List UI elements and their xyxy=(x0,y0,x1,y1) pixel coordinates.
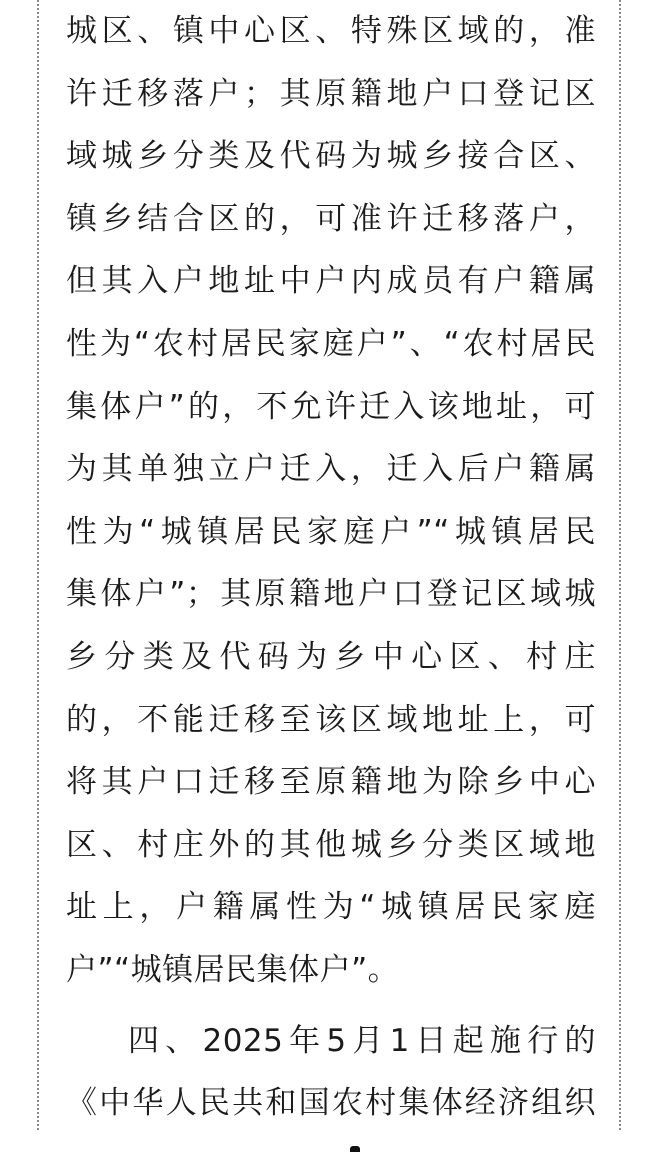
text-line: 集体户”；其原籍地户口登记区域城 xyxy=(66,576,596,613)
text-line: 为其单独立户迁入，迁入后户籍属 xyxy=(66,451,596,488)
text-line: 集体户”的，不允许迁入该地址，可 xyxy=(66,388,596,425)
text-line: 性为“城镇居民家庭户”“城镇居民 xyxy=(66,513,596,550)
document-body xyxy=(66,0,596,1135)
paragraph-start-line: 四、2025年5月1日起施行的 xyxy=(128,1022,596,1059)
cropped-mark xyxy=(350,1146,360,1152)
text-line: 镇乡结合区的，可准许迁移落户， xyxy=(66,200,596,237)
text-line: 区、村庄外的其他城乡分类区域地 xyxy=(66,826,596,863)
text-line: 域城乡分类及代码为城乡接合区、 xyxy=(66,138,596,175)
text-line: 将其户口迁移至原籍地为除乡中心 xyxy=(66,764,596,801)
text-line: 性为“农村居民家庭户”、“农村居民 xyxy=(66,325,596,362)
paragraph-gap xyxy=(66,1002,596,1010)
text-line: 《中华人民共和国农村集体经济组织 xyxy=(66,1085,596,1122)
text-line: 户”“城镇居民集体户”。 xyxy=(66,951,400,988)
text-line: 的，不能迁移至该区域地址上，可 xyxy=(66,701,596,738)
text-line: 但其入户地址中户内成员有户籍属 xyxy=(66,263,596,300)
bottom-edge xyxy=(0,1130,658,1152)
text-line: 城区、镇中心区、特殊区域的，准 xyxy=(66,13,596,49)
left-dotted-border xyxy=(37,0,39,1130)
text-line: 乡分类及代码为乡中心区、村庄 xyxy=(66,638,596,675)
right-dotted-border xyxy=(619,0,621,1130)
text-line: 许迁移落户；其原籍地户口登记区 xyxy=(66,75,596,112)
text-line: 址上，户籍属性为“城镇居民家庭 xyxy=(66,889,596,926)
